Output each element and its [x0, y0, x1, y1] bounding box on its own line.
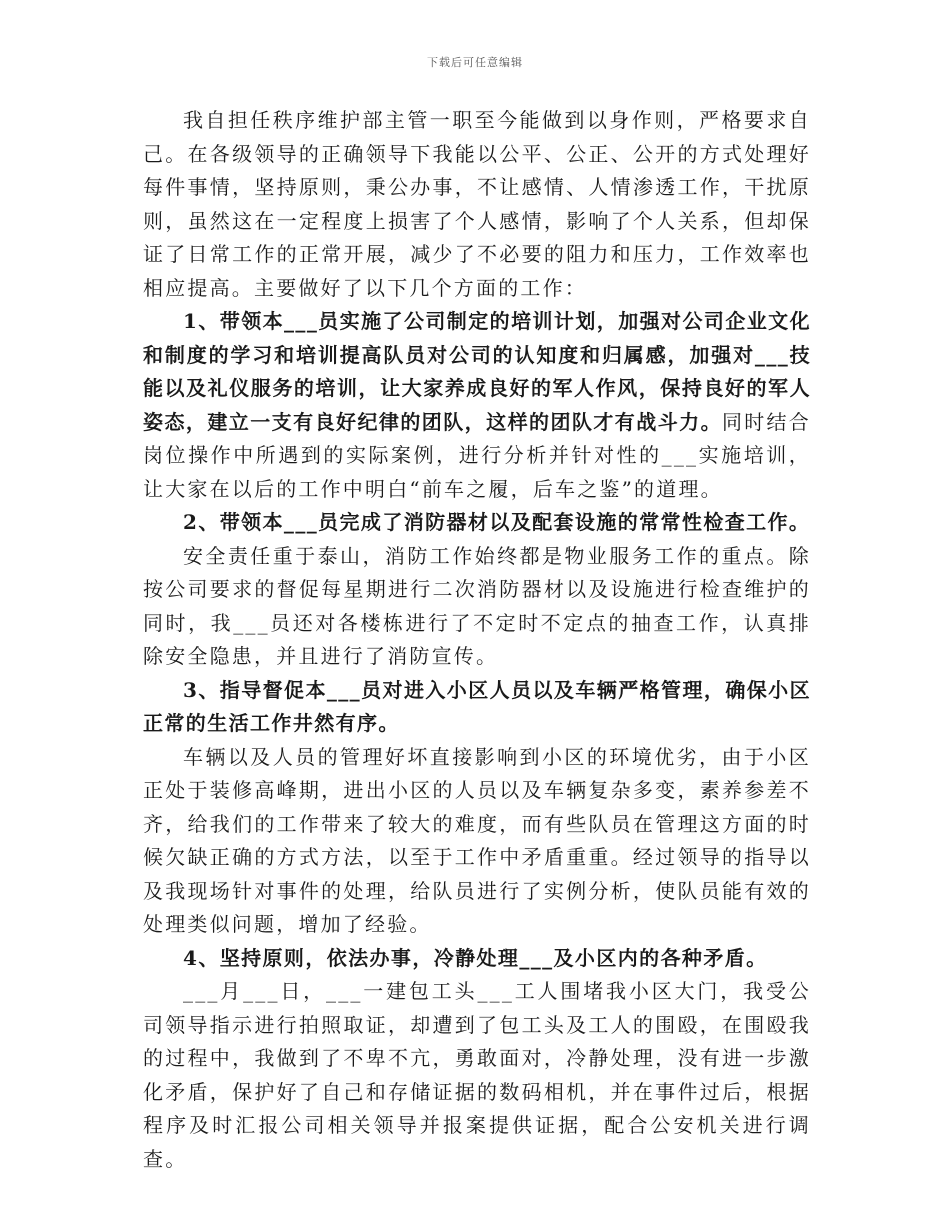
paragraph-item-3-body: 车辆以及人员的管理好坏直接影响到小区的环境优劣，由于小区正处于装修高峰期，进出小区的人员以及车辆复杂多变，素养参差不齐，给我们的工作带来了较大的难度，而有些队员在管理这方面的时候欠缺正确的方式方法，以至于工作中矛盾重重。经过领导的指导以及我现场针对事件的处理，给队员进行了实例分析，使队员能有效的处理类似问题，增加了经验。	[143, 744, 811, 936]
item-1-heading: 1、带领本___员实施了公司制定的培训计划，加强对公司企业文化和制度的学习和培训提高队员对公司的认知度和归属感，加强对___技能以及礼仪服务的培训，让大家养成良好的军人作风，保持良好的军人姿态，建立一支有良好纪律的团队，这样的团队才有战斗力。	[143, 309, 811, 434]
paragraph-intro: 我自担任秩序维护部主管一职至今能做到以身作则，严格要求自己。在各级领导的正确领导下我能以公平、公正、公开的方式处理好每件事情，坚持原则，秉公办事，不让感情、人情渗透工作，干扰原则，虽然这在一定程度上损害了个人感情，影响了个人关系，但却保证了日常工作的正常开展，减少了不必要的阻力和压力，工作效率也相应提高。主要做好了以下几个方面的工作：	[143, 108, 811, 300]
paragraph-item-2-title	[143, 506, 811, 540]
paragraph-item-4-title	[143, 942, 811, 976]
document-body	[143, 104, 811, 1176]
item-1-text: 同时结合岗位操作中所遇到的实际案例，进行分析并针对性的___实施培训，让大家在以后的工作中明白“前车之履，后车之鉴”的道理。	[143, 409, 811, 501]
page-header: 下载后可任意编辑	[427, 56, 523, 69]
paragraph-item-2-body: 安全责任重于泰山，消防工作始终都是物业服务工作的重点。除按公司要求的督促每星期进行二次消防器材以及设施进行检查维护的同时，我___员还对各楼栋进行了不定时不定点的抽查工作，认真排除安全隐患，并且进行了消防宣传。	[143, 543, 811, 668]
item-3-heading: 3、指导督促本___员对进入小区人员以及车辆严格管理，确保小区正常的生活工作井然有序。	[143, 677, 811, 735]
item-2-heading: 2、带领本___员完成了消防器材以及配套设施的常常性检查工作。	[183, 510, 811, 534]
paragraph-item-1	[143, 305, 811, 506]
paragraph-item-3-title	[143, 674, 811, 741]
paragraph-item-4-body: ___月___日，___一建包工头___工人围堵我小区大门，我受公司领导指示进行拍照取证，却遭到了包工头及工人的围殴，在围殴我的过程中，我做到了不卑不亢，勇敢面对，冷静处理，没有进一步激化矛盾，保护好了自己和存储证据的数码相机，并在事件过后，根据程序及时汇报公司相关领导并报案提供证据，配合公安机关进行调查。	[143, 979, 811, 1171]
item-4-heading: 4、坚持原则，依法办事，冷静处理___及小区内的各种矛盾。	[183, 945, 768, 970]
